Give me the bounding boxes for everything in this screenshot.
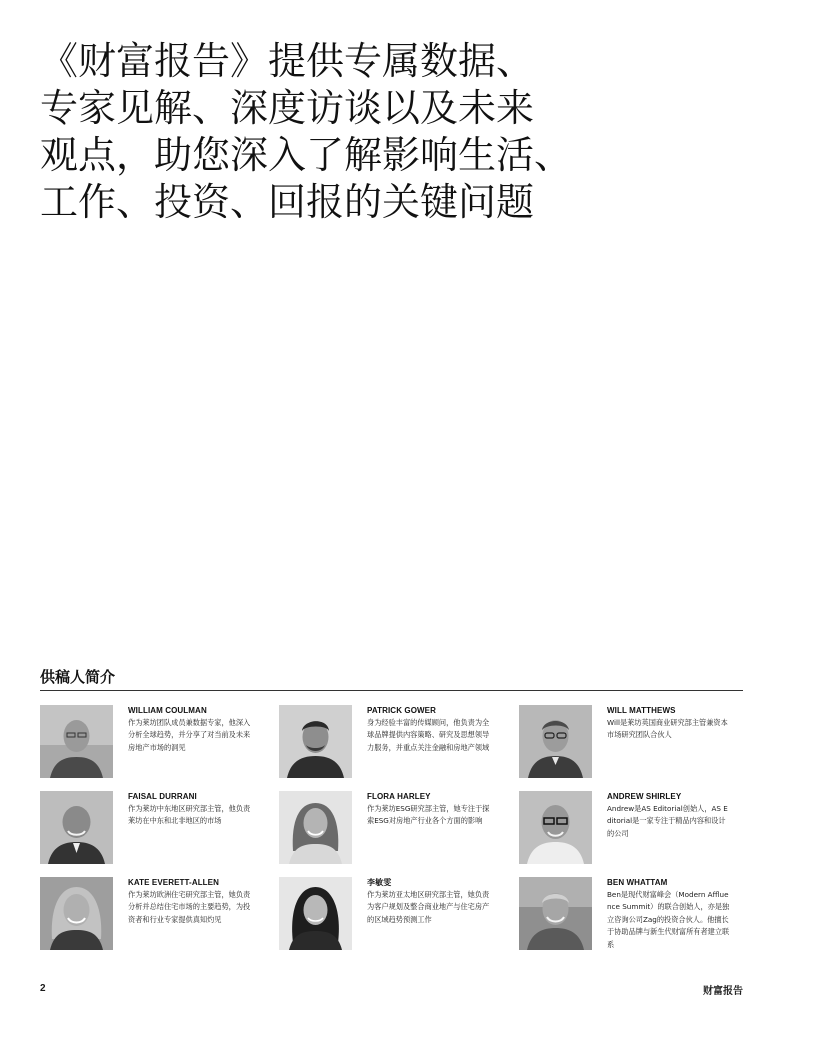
person-portrait-icon <box>519 877 592 950</box>
contributor-bio: 作为莱坊团队成员兼数据专家，他深入分析全球趋势，并分享了对当前及未来房地产市场的洞见 <box>128 718 251 752</box>
contributor-name: KATE EVERETT-ALLEN <box>128 878 219 887</box>
contributor-photo <box>519 791 592 864</box>
contributor-card <box>279 705 504 779</box>
contributor-photo <box>40 791 113 864</box>
publication-title: 财富报告 <box>703 986 743 997</box>
contributors-grid <box>40 705 743 951</box>
contributor-photo <box>40 705 113 778</box>
contributor-name: WILLIAM COULMAN <box>128 706 207 715</box>
person-portrait-icon <box>40 705 113 778</box>
contributor-photo <box>279 705 352 778</box>
contributor-bio: 作为莱坊欧洲住宅研究部主管，她负责分析并总结住宅市场的主要趋势，为投资者和行业专家提供真知灼见 <box>128 890 251 924</box>
contributors-section-title: 供稿人简介 <box>40 668 116 686</box>
contributor-card <box>519 705 744 779</box>
contributor-card <box>279 791 504 865</box>
contributor-name: 李敏雯 <box>367 878 392 887</box>
contributor-card <box>40 705 265 779</box>
contributor-photo <box>279 877 352 950</box>
headline <box>40 38 600 226</box>
headline-line: 工作、投资、回报的关键问题 <box>40 180 535 224</box>
contributor-photo <box>519 705 592 778</box>
contributor-bio: Will是莱坊英国商业研究部主管兼资本市场研究团队合伙人 <box>607 718 728 740</box>
headline-line: 观点，助您深入了解影响生活、 <box>40 133 573 177</box>
contributor-photo <box>519 877 592 950</box>
person-portrait-icon <box>40 877 113 950</box>
contributor-bio: Ben是现代财富峰会（Modern Affluence Summit）的联合创始人，亦是独立咨询公司Zag的投资合伙人。他擅长于协助品牌与新生代财富所有者建立联系 <box>607 890 730 949</box>
contributor-name: FLORA HARLEY <box>367 792 431 801</box>
contributor-card <box>279 877 504 951</box>
person-portrait-icon <box>519 705 592 778</box>
contributor-bio: Andrew是AS Editorial创始人，AS Editorial是一家专注于精品内容和设计的公司 <box>607 804 728 838</box>
contributor-bio: 身为经验丰富的传媒顾问，他负责为全球品牌提供内容策略、研究及思想领导力服务，并重点关注金融和房地产领域 <box>367 718 490 752</box>
page-number: 2 <box>40 983 46 994</box>
person-portrait-icon <box>279 791 352 864</box>
contributor-name: ANDREW SHIRLEY <box>607 792 682 801</box>
contributor-card <box>40 791 265 865</box>
contributor-card <box>519 791 744 865</box>
contributor-photo <box>40 877 113 950</box>
contributor-card <box>519 877 744 951</box>
contributor-name: WILL MATTHEWS <box>607 706 676 715</box>
person-portrait-icon <box>279 705 352 778</box>
contributor-name: FAISAL DURRANI <box>128 792 197 801</box>
person-portrait-icon <box>279 877 352 950</box>
contributor-bio: 作为莱坊亚太地区研究部主管，她负责为客户规划及整合商业地产与住宅房产的区域趋势预测工作 <box>367 890 490 924</box>
headline-line: 专家见解、深度访谈以及未来 <box>40 86 535 130</box>
section-divider <box>40 690 743 691</box>
person-portrait-icon <box>519 791 592 864</box>
headline-line: 《财富报告》提供专属数据、 <box>40 39 535 83</box>
contributor-bio: 作为莱坊ESG研究部主管，她专注于探索ESG对房地产行业各个方面的影响 <box>367 804 490 826</box>
contributor-name: BEN WHATTAM <box>607 878 668 887</box>
contributor-photo <box>279 791 352 864</box>
contributor-name: PATRICK GOWER <box>367 706 436 715</box>
contributor-bio: 作为莱坊中东地区研究部主管，他负责莱坊在中东和北非地区的市场 <box>128 804 251 826</box>
person-portrait-icon <box>40 791 113 864</box>
contributor-card <box>40 877 265 951</box>
